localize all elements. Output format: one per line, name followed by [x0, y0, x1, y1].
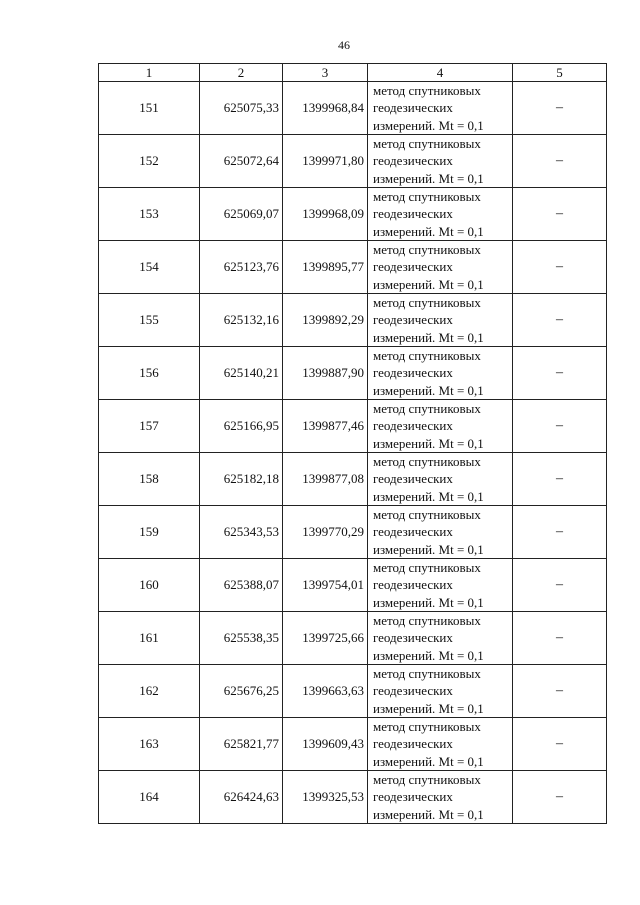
method-cell: метод спутниковых геодезических измерений. Mt = 0,1 [368, 347, 513, 400]
header-col-4: 4 [368, 64, 513, 82]
y-coordinate-cell: 1399663,63 [283, 665, 368, 718]
y-coordinate-cell: 1399725,66 [283, 612, 368, 665]
table-row [99, 241, 607, 294]
x-coordinate-cell: 625388,07 [200, 559, 283, 612]
point-number-cell: 156 [99, 347, 200, 400]
method-cell: метод спутниковых геодезических измерений. Mt = 0,1 [368, 718, 513, 771]
table-row [99, 188, 607, 241]
x-coordinate-cell: 625821,77 [200, 718, 283, 771]
x-coordinate-cell: 625676,25 [200, 665, 283, 718]
y-coordinate-cell: 1399770,29 [283, 506, 368, 559]
header-row [99, 64, 607, 82]
x-coordinate-cell: 625140,21 [200, 347, 283, 400]
point-number-cell: 158 [99, 453, 200, 506]
header-col-2: 2 [200, 64, 283, 82]
method-cell: метод спутниковых геодезических измерений. Mt = 0,1 [368, 241, 513, 294]
note-cell: – [513, 453, 607, 506]
note-cell: – [513, 400, 607, 453]
x-coordinate-cell: 626424,63 [200, 771, 283, 824]
coordinates-table [98, 63, 607, 824]
header-col-3: 3 [283, 64, 368, 82]
x-coordinate-cell: 625182,18 [200, 453, 283, 506]
table-row [99, 559, 607, 612]
point-number-cell: 160 [99, 559, 200, 612]
table-body [99, 82, 607, 824]
x-coordinate-cell: 625072,64 [200, 135, 283, 188]
method-cell: метод спутниковых геодезических измерений. Mt = 0,1 [368, 612, 513, 665]
method-cell: метод спутниковых геодезических измерений. Mt = 0,1 [368, 665, 513, 718]
note-cell: – [513, 135, 607, 188]
note-cell: – [513, 506, 607, 559]
y-coordinate-cell: 1399609,43 [283, 718, 368, 771]
table-row [99, 82, 607, 135]
method-cell: метод спутниковых геодезических измерений. Mt = 0,1 [368, 453, 513, 506]
method-cell: метод спутниковых геодезических измерений. Mt = 0,1 [368, 82, 513, 135]
method-cell: метод спутниковых геодезических измерений. Mt = 0,1 [368, 400, 513, 453]
header-col-1: 1 [99, 64, 200, 82]
table-row [99, 135, 607, 188]
y-coordinate-cell: 1399971,80 [283, 135, 368, 188]
x-coordinate-cell: 625343,53 [200, 506, 283, 559]
y-coordinate-cell: 1399968,09 [283, 188, 368, 241]
point-number-cell: 151 [99, 82, 200, 135]
x-coordinate-cell: 625123,76 [200, 241, 283, 294]
point-number-cell: 153 [99, 188, 200, 241]
note-cell: – [513, 347, 607, 400]
point-number-cell: 164 [99, 771, 200, 824]
x-coordinate-cell: 625069,07 [200, 188, 283, 241]
note-cell: – [513, 665, 607, 718]
point-number-cell: 154 [99, 241, 200, 294]
point-number-cell: 161 [99, 612, 200, 665]
y-coordinate-cell: 1399892,29 [283, 294, 368, 347]
table-row [99, 612, 607, 665]
table-row [99, 506, 607, 559]
y-coordinate-cell: 1399877,46 [283, 400, 368, 453]
note-cell: – [513, 188, 607, 241]
note-cell: – [513, 612, 607, 665]
table-row [99, 400, 607, 453]
x-coordinate-cell: 625166,95 [200, 400, 283, 453]
table-row [99, 347, 607, 400]
point-number-cell: 162 [99, 665, 200, 718]
y-coordinate-cell: 1399887,90 [283, 347, 368, 400]
method-cell: метод спутниковых геодезических измерений. Mt = 0,1 [368, 506, 513, 559]
table-row [99, 294, 607, 347]
note-cell: – [513, 241, 607, 294]
point-number-cell: 157 [99, 400, 200, 453]
table-row [99, 718, 607, 771]
page-number: 46 [338, 38, 350, 52]
header-col-5: 5 [513, 64, 607, 82]
note-cell: – [513, 559, 607, 612]
table-row [99, 665, 607, 718]
method-cell: метод спутниковых геодезических измерений. Mt = 0,1 [368, 135, 513, 188]
method-cell: метод спутниковых геодезических измерений. Mt = 0,1 [368, 559, 513, 612]
table-row [99, 453, 607, 506]
note-cell: – [513, 82, 607, 135]
y-coordinate-cell: 1399895,77 [283, 241, 368, 294]
table-header [99, 64, 607, 82]
x-coordinate-cell: 625075,33 [200, 82, 283, 135]
note-cell: – [513, 771, 607, 824]
x-coordinate-cell: 625132,16 [200, 294, 283, 347]
point-number-cell: 163 [99, 718, 200, 771]
method-cell: метод спутниковых геодезических измерений. Mt = 0,1 [368, 188, 513, 241]
y-coordinate-cell: 1399968,84 [283, 82, 368, 135]
note-cell: – [513, 294, 607, 347]
table-row [99, 771, 607, 824]
y-coordinate-cell: 1399877,08 [283, 453, 368, 506]
point-number-cell: 155 [99, 294, 200, 347]
point-number-cell: 159 [99, 506, 200, 559]
y-coordinate-cell: 1399754,01 [283, 559, 368, 612]
y-coordinate-cell: 1399325,53 [283, 771, 368, 824]
method-cell: метод спутниковых геодезических измерений. Mt = 0,1 [368, 294, 513, 347]
x-coordinate-cell: 625538,35 [200, 612, 283, 665]
method-cell: метод спутниковых геодезических измерений. Mt = 0,1 [368, 771, 513, 824]
point-number-cell: 152 [99, 135, 200, 188]
note-cell: – [513, 718, 607, 771]
